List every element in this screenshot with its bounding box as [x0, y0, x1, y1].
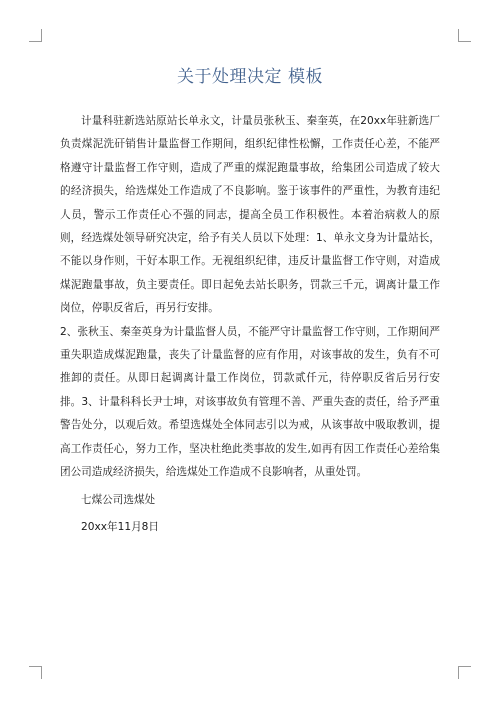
paragraph-2: 2、张秋玉、秦奎英身为计量监督人员，不能严守计量监督工作守则，工作期间严重失职造成煤泥跑量，丧失了计量监督的应有作用，对该事故的发生，负有不可推卸的责任。从即日起调离计量工作岗位，罚款贰仟元，待停职反省后另行安排。3、计量科科长尹士坤，对该事故负有管理不善、严重失查的责任，给予严重警告处分，以观后效。希望选煤处全体同志引以为戒，从该事故中吸取教训，提高工作责任心，努力工作，坚决杜绝此类事故的发生,如再有因工作责任心差给集团公司造成经济损失，给选煤处工作造成不良影响者，从重处罚。	[60, 325, 440, 479]
document-date: 20xx年11月8日	[81, 520, 160, 533]
paragraph-1: 计量科驻新选站原站长单永文，计量员张秋玉、秦奎英，在20xx年驻新选厂负责煤泥洗矸销售计量监督工作期间，组织纪律性松懈，工作责任心差，不能严格遵守计量监督工作守则，造成了严重的煤泥跑量事故，给集团公司造成了较大的经济损失，给选煤处工作造成了不良影响。鉴于该事件的严重性，为教育违纪人员，警示工作责任心不强的同志，提高全员工作积极性。本着治病救人的原则，经选煤处领导研究决定，给予有关人员以下处理：1、单永文身为计量站长，不能以身作则，干好本职工作。无视组织纪律，违反计量监督工作守则，对造成煤泥跑量事故，负主要责任。即日起免去站长职务，罚款三千元，调离计量工作岗位，停职反省后，再另行安排。	[60, 115, 440, 315]
crop-mark-bottom-right	[458, 666, 471, 679]
crop-mark-bottom-left	[29, 666, 42, 679]
document-title: 关于处理决定 模板	[177, 67, 323, 87]
crop-mark-top-left	[29, 29, 42, 42]
crop-mark-top-right	[458, 29, 471, 42]
document-body	[60, 110, 440, 539]
signature: 七煤公司选煤处	[81, 493, 156, 506]
